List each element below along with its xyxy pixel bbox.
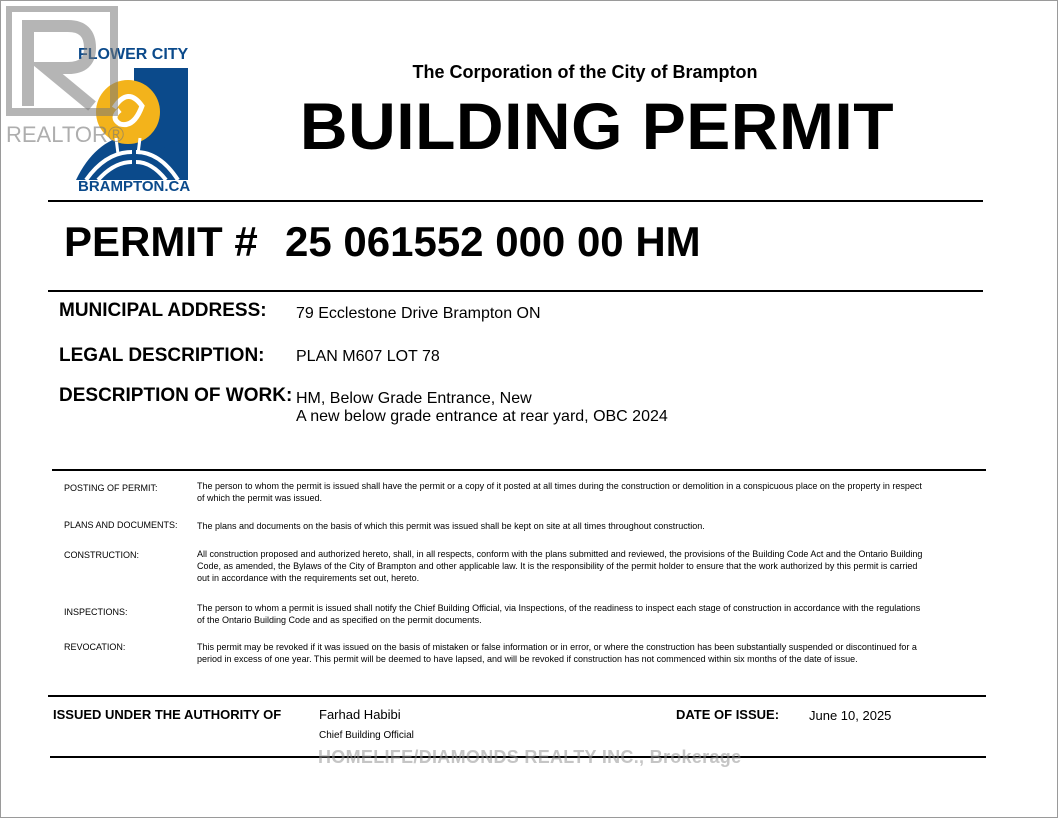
conditions-divider-top — [52, 469, 986, 471]
svg-text:REALTOR®: REALTOR® — [6, 122, 125, 146]
flower-logo-icon — [76, 68, 188, 180]
condition-text: The person to whom a permit is issued shall notify the Chief Building Official, via Inspections, of the readiness to inspect each stage of construction in accordance with the regulations of the Ontario Building Code and as specified on the permit documents. — [197, 603, 921, 625]
brokerage-watermark: HOMELIFE/DIAMONDS REALTY INC., Brokerage — [318, 747, 742, 767]
condition-label: PLANS AND DOCUMENTS: — [64, 520, 178, 530]
date-of-issue-value: June 10, 2025 — [809, 708, 892, 723]
municipal-address-value: 79 Ecclestone Drive Brampton ON — [296, 305, 541, 322]
municipal-address-label: MUNICIPAL ADDRESS: — [59, 300, 267, 321]
condition-text: The person to whom the permit is issued shall have the permit or a copy of it posted at all times during the construction or demolition in a conspicuous place on the property in respect of which the permit was issued. — [197, 481, 922, 503]
permit-number-label: PERMIT # — [64, 218, 258, 265]
conditions-divider-bottom — [48, 695, 986, 697]
description-of-work-line2: A new below grade entrance at rear yard, OBC 2024 — [296, 408, 668, 425]
flower-city-logo — [68, 44, 193, 199]
condition-text: The plans and documents on the basis of which this permit was issued shall be kept on site at all times throughout construction. — [197, 521, 705, 531]
document-title: BUILDING PERMIT — [299, 89, 895, 163]
legal-description-label: LEGAL DESCRIPTION: — [59, 345, 265, 366]
authority-label: ISSUED UNDER THE AUTHORITY OF — [53, 707, 282, 722]
corporation-heading: The Corporation of the City of Brampton — [412, 62, 758, 82]
logo-bottom-text: BRAMPTON.CA — [78, 178, 191, 195]
official-title: Chief Building Official — [319, 730, 414, 741]
permit-number-value: 25 061552 000 00 HM — [285, 218, 701, 265]
legal-description-value: PLAN M607 LOT 78 — [296, 348, 440, 365]
date-of-issue-label: DATE OF ISSUE: — [676, 707, 780, 722]
condition-label: CONSTRUCTION: — [64, 550, 139, 560]
condition-label: INSPECTIONS: — [64, 607, 128, 617]
header-divider — [48, 200, 983, 202]
official-name: Farhad Habibi — [319, 707, 401, 722]
condition-text: This permit may be revoked if it was issued on the basis of mistaken or false information or in error, or where the construction has been substantially suspended or discontinued for a period in excess of one year. This permit will be deemed to have lapsed, and will be revoked if construction has not commenced within six months of the date of issue. — [197, 642, 917, 664]
permit-divider — [48, 290, 983, 292]
condition-text: All construction proposed and authorized hereto, shall, in all respects, conform with the plans submitted and reviewed, the provisions of the Building Code Act and the Ontario Building Code, as amended, the Bylaws of the City of Brampton and other applicable law. It is the responsibility of the permit holder to ensure that the work authorized by this permit is carried out in accordance with the requirements set out, hereto. — [197, 549, 923, 583]
description-of-work-line1: HM, Below Grade Entrance, New — [296, 390, 532, 407]
logo-top-text: FLOWER CITY — [78, 46, 189, 63]
description-of-work-label: DESCRIPTION OF WORK: — [59, 385, 293, 406]
condition-label: REVOCATION: — [64, 642, 126, 652]
condition-label: POSTING OF PERMIT: — [64, 483, 158, 493]
